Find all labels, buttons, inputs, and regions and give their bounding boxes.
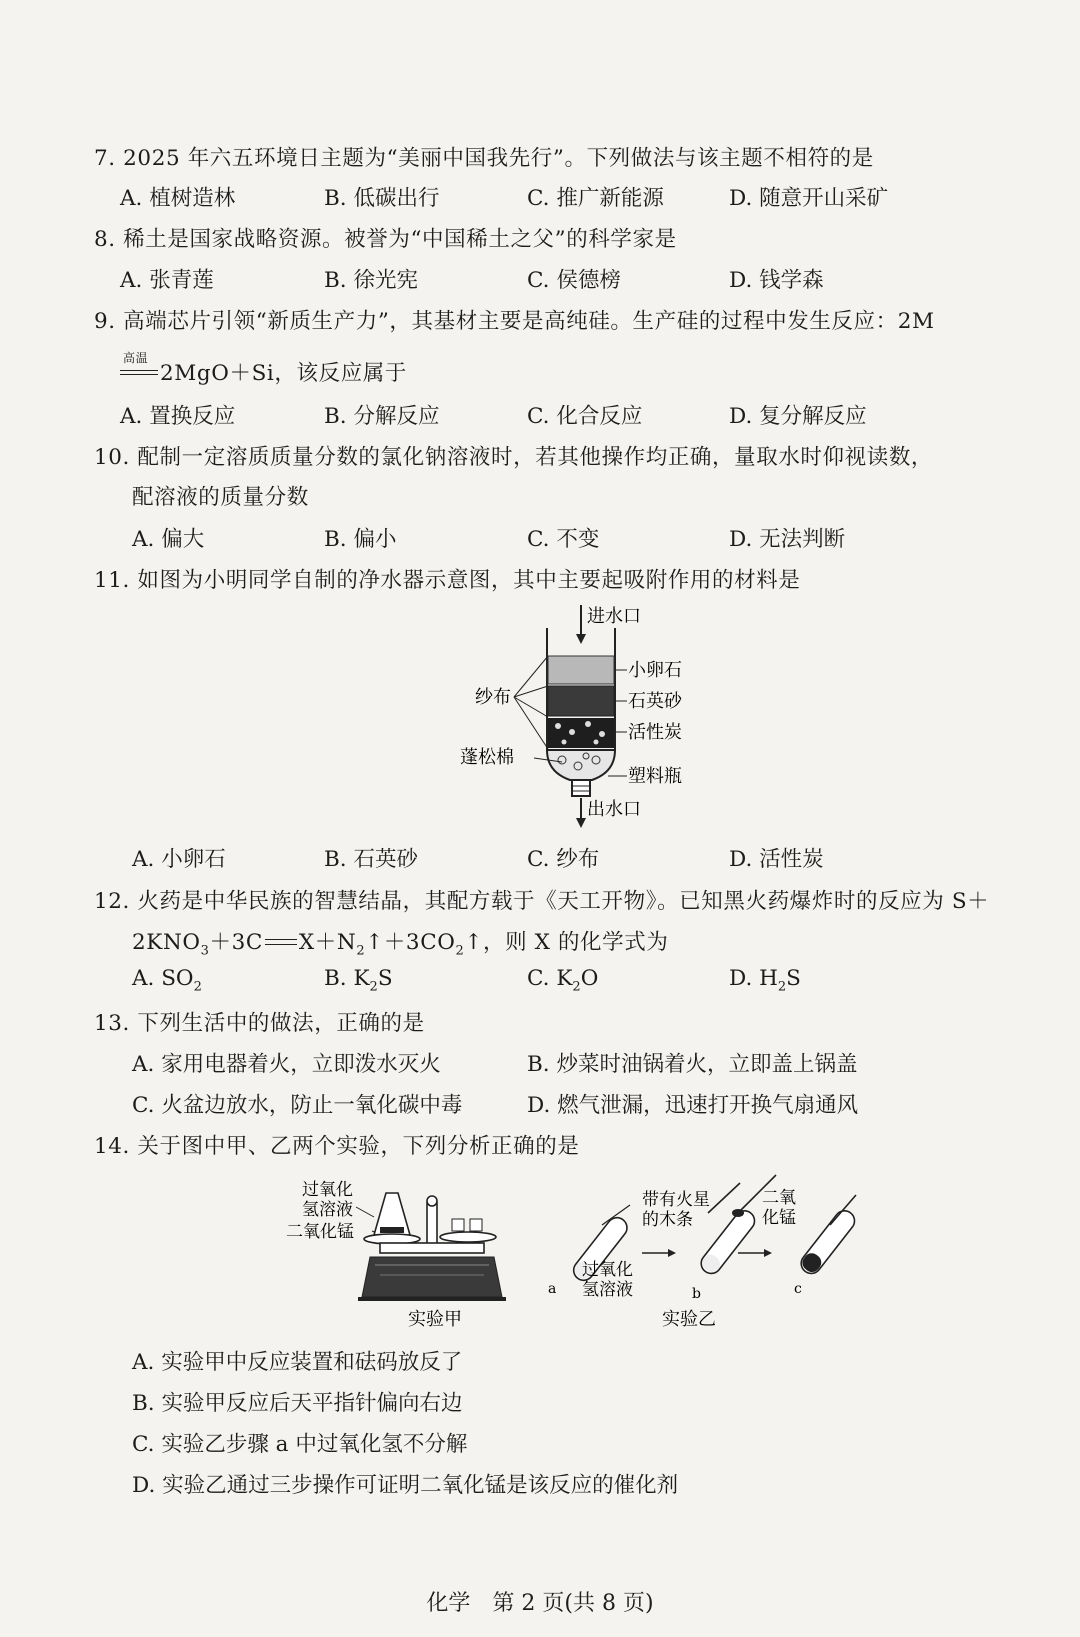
q10-stem: 10. 配制一定溶质质量分数的氯化钠溶液时，若其他操作均正确，量取水时仰视读数，	[94, 445, 934, 470]
q10-option-d: D. 无法判断	[729, 527, 846, 552]
cotton-label: 蓬松棉	[460, 747, 514, 768]
q10-option-a: A. 偏大	[132, 527, 205, 552]
q7-option-d: D. 随意开山采矿	[729, 186, 889, 211]
q9-stem: 9. 高端芯片引领“新质生产力”，其基材主要是高纯硅。生产硅的过程中发生反应：2M	[94, 309, 935, 334]
q14-option-c: C. 实验乙步骤 a 中过氧化氢不分解	[132, 1432, 468, 1457]
q10-stem-cont: 配溶液的质量分数	[132, 485, 309, 510]
step-a-label: a	[548, 1281, 557, 1297]
step-c-label: c	[794, 1281, 802, 1297]
q13-option-d: D. 燃气泄漏，迅速打开换气扇通风	[527, 1093, 859, 1118]
q10-option-c: C. 不变	[527, 527, 600, 552]
q12-option-b: B. $K_2S$	[324, 966, 393, 995]
h2o2-label-1: 过氧化	[302, 1180, 353, 1200]
q11-option-b: B. 石英砂	[324, 847, 418, 872]
experiment-yi-label: 实验乙	[662, 1309, 716, 1330]
q11-option-d: D. 活性炭	[729, 847, 824, 872]
cotton-layer	[547, 750, 615, 780]
q12-option-c: C. $K_2O$	[527, 966, 599, 995]
q8-option-c: C. 侯德榜	[527, 268, 621, 293]
splint-label-2: 的木条	[642, 1210, 693, 1230]
q11-option-c: C. 纱布	[527, 847, 600, 872]
q8-option-d: D. 钱学森	[729, 268, 824, 293]
q14-option-a: A. 实验甲中反应装置和砝码放反了	[132, 1350, 463, 1375]
q9-option-d: D. 复分解反应	[729, 404, 867, 429]
carbon-label: 活性炭	[628, 722, 682, 743]
q12-option-d: D. $H_2S$	[729, 966, 801, 995]
q8-option-a: A. 张青莲	[120, 268, 214, 293]
outlet-label: 出水口	[587, 799, 641, 820]
q8-stem: 8. 稀土是国家战略资源。被誉为“中国稀土之父”的科学家是	[94, 227, 677, 252]
q13-option-c: C. 火盆边放水，防止一氧化碳中毒	[132, 1093, 463, 1118]
tube-h2o2-label-2: 氢溶液	[582, 1280, 633, 1300]
pebble-layer	[548, 656, 614, 684]
q12-stem: 12. 火药是中华民族的智慧结晶，其配方载于《天工开物》。已知黑火药爆炸时的反应为 S＋	[94, 889, 990, 914]
mno2-label-1: 二氧	[762, 1188, 796, 1208]
experiment-jia-label: 实验甲	[408, 1309, 462, 1330]
experiment-yi-figure	[540, 1165, 880, 1335]
q14-stem: 14. 关于图中甲、乙两个实验，下列分析正确的是	[94, 1134, 580, 1159]
q11-stem: 11. 如图为小明同学自制的净水器示意图，其中主要起吸附作用的材料是	[94, 568, 801, 593]
q13-option-a: A. 家用电器着火，立即泼水灭火	[132, 1052, 441, 1077]
water-purifier-figure	[450, 600, 730, 845]
q9-option-b: B. 分解反应	[324, 404, 440, 429]
q7-option-c: C. 推广新能源	[527, 186, 664, 211]
q14-option-d: D. 实验乙通过三步操作可证明二氧化锰是该反应的催化剂	[132, 1473, 679, 1498]
bottle-label: 塑料瓶	[628, 766, 682, 787]
q8-option-b: B. 徐光宪	[324, 268, 418, 293]
q13-option-b: B. 炒菜时油锅着火，立即盖上锅盖	[527, 1052, 858, 1077]
q9-stem-cont: 2MgO＋Si，该反应属于	[160, 361, 407, 386]
q7-stem: 7. 2025 年六五环境日主题为“美丽中国我先行”。下列做法与该主题不相符的是	[94, 146, 874, 171]
experiment-jia-figure	[280, 1165, 530, 1335]
pebble-label: 小卵石	[628, 660, 682, 681]
tube-h2o2-label-1: 过氧化	[582, 1260, 633, 1280]
q13-stem: 13. 下列生活中的做法，正确的是	[94, 1011, 425, 1036]
q9-equation	[120, 351, 407, 387]
mno2-label: 二氧化锰	[286, 1222, 354, 1242]
q12-option-a: A. $SO_2$	[132, 966, 202, 995]
q9-condition: 高温	[123, 351, 149, 365]
h2o2-label-2: 氢溶液	[302, 1200, 353, 1220]
page-footer: 化学 第 2 页(共 8 页)	[426, 1591, 654, 1616]
q10-option-b: B. 偏小	[324, 527, 397, 552]
q7-option-a: A. 植树造林	[120, 186, 236, 211]
sand-layer	[548, 686, 614, 716]
splint-label-1: 带有火星	[642, 1190, 710, 1210]
q14-option-b: B. 实验甲反应后天平指针偏向右边	[132, 1391, 463, 1416]
q7-option-b: B. 低碳出行	[324, 186, 440, 211]
mno2-label-2: 化锰	[762, 1208, 796, 1228]
sand-label: 石英砂	[628, 691, 682, 712]
step-b-label: b	[692, 1286, 701, 1302]
q11-option-a: A. 小卵石	[132, 847, 226, 872]
gauze-label: 纱布	[475, 687, 511, 708]
q12-equation: $2KNO_3+3C$ $X+N_2↑+3CO_2↑$，则 X 的化学式为	[132, 930, 669, 959]
q9-option-a: A. 置换反应	[120, 404, 236, 429]
inlet-label: 进水口	[587, 606, 641, 627]
q9-option-c: C. 化合反应	[527, 404, 643, 429]
